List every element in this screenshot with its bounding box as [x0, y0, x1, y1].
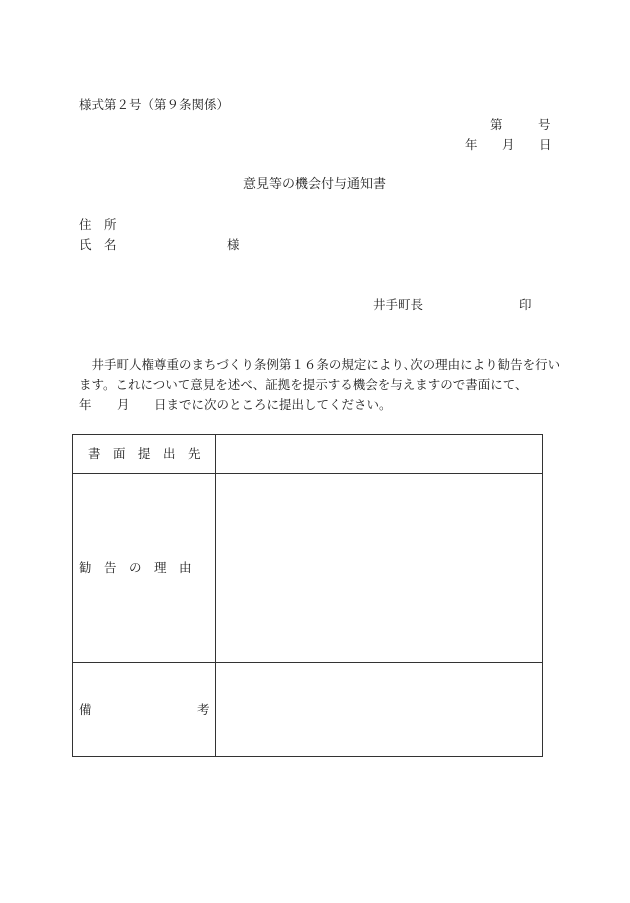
submission-destination-label: 書 面 提 出 先 [88, 446, 201, 461]
form-number: 様式第２号（第９条関係） [79, 97, 230, 112]
recommendation-reason-value [216, 474, 542, 662]
document-title: 意見等の機会付与通知書 [243, 177, 387, 192]
issuer-name: 井手町長 [373, 297, 424, 312]
doc-number-suffix: 号 [538, 117, 551, 132]
body-text-line-1: 井手町人権尊重のまちづくり条例第１６条の規定により､次の理由により勧告を行い [79, 357, 561, 372]
recommendation-reason-label: 勧 告 の 理 由 [79, 560, 192, 575]
remarks-label-left: 備 [79, 702, 92, 717]
submission-table [72, 434, 543, 757]
body-text-line-2: ます。これについて意見を述べ、証拠を提示する機会を与えますので書面にて、 [79, 377, 528, 392]
date-year-label: 年 [465, 137, 478, 152]
seal-mark: 印 [519, 297, 532, 312]
honorific-label: 様 [227, 237, 240, 252]
remarks-label-right: 考 [197, 702, 210, 717]
body-text-line-3: 日までに次のところに提出してください。 [154, 397, 392, 412]
submission-destination-value [216, 435, 542, 473]
address-label: 住 所 [79, 217, 117, 232]
date-day-label: 日 [539, 137, 552, 152]
deadline-year-label: 年 [79, 397, 92, 412]
date-month-label: 月 [502, 137, 515, 152]
doc-number-prefix: 第 [490, 117, 503, 132]
name-label: 氏 名 [79, 237, 117, 252]
deadline-month-label: 月 [117, 397, 130, 412]
remarks-value [216, 663, 542, 756]
